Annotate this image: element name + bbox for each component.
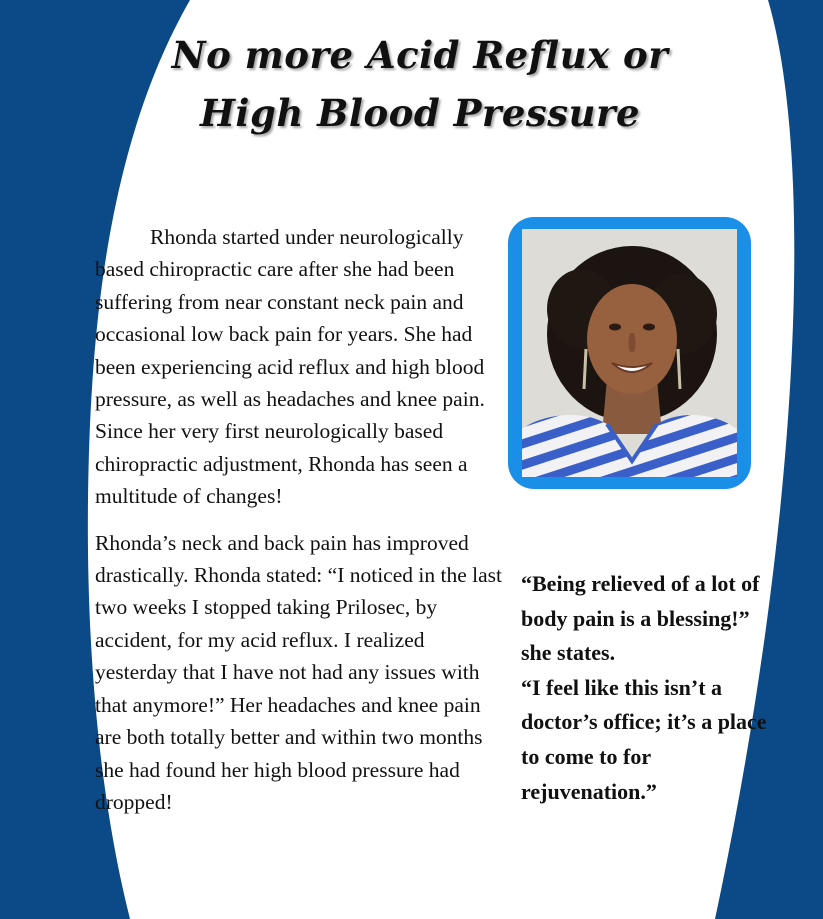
portrait-photo — [522, 229, 737, 477]
story-paragraph-2: Rhonda’s neck and back pain has improved drastically. Rhonda stated: “I noticed in the last two weeks I stopped taking Prilosec, by accident, for my acid reflux. I realized yesterday that I have not had any issues with that anymore!” Her headaches and knee pain are both totally better and within two months she had found her high blood pressure had dropped! — [95, 530, 502, 814]
story-paragraph-1: Rhonda started under neurologically based chiropractic care after she had been suffering from near constant neck pain and occasional low back pain for years. She had been experiencing acid reflux and high blood pressure, as well as headaches and knee pain. Since her very first neurologically based chiropractic adjustment, Rhonda has seen a multitude of changes! — [95, 225, 485, 509]
testimonial-quote — [521, 567, 771, 809]
quote-part-1: “Being relieved of a lot of body pain is a blessing!” she states. — [521, 571, 760, 666]
story-body — [95, 221, 505, 818]
title-line-2: High Blood Pressure — [199, 91, 641, 135]
portrait-illustration — [522, 229, 737, 477]
title-line-1: No more Acid Reflux or — [171, 33, 669, 77]
photo-frame — [508, 217, 751, 489]
quote-part-2: “I feel like this isn’t a doctor’s office; it’s a place to come to for rejuvenation.” — [521, 674, 767, 804]
page-title — [150, 26, 690, 142]
